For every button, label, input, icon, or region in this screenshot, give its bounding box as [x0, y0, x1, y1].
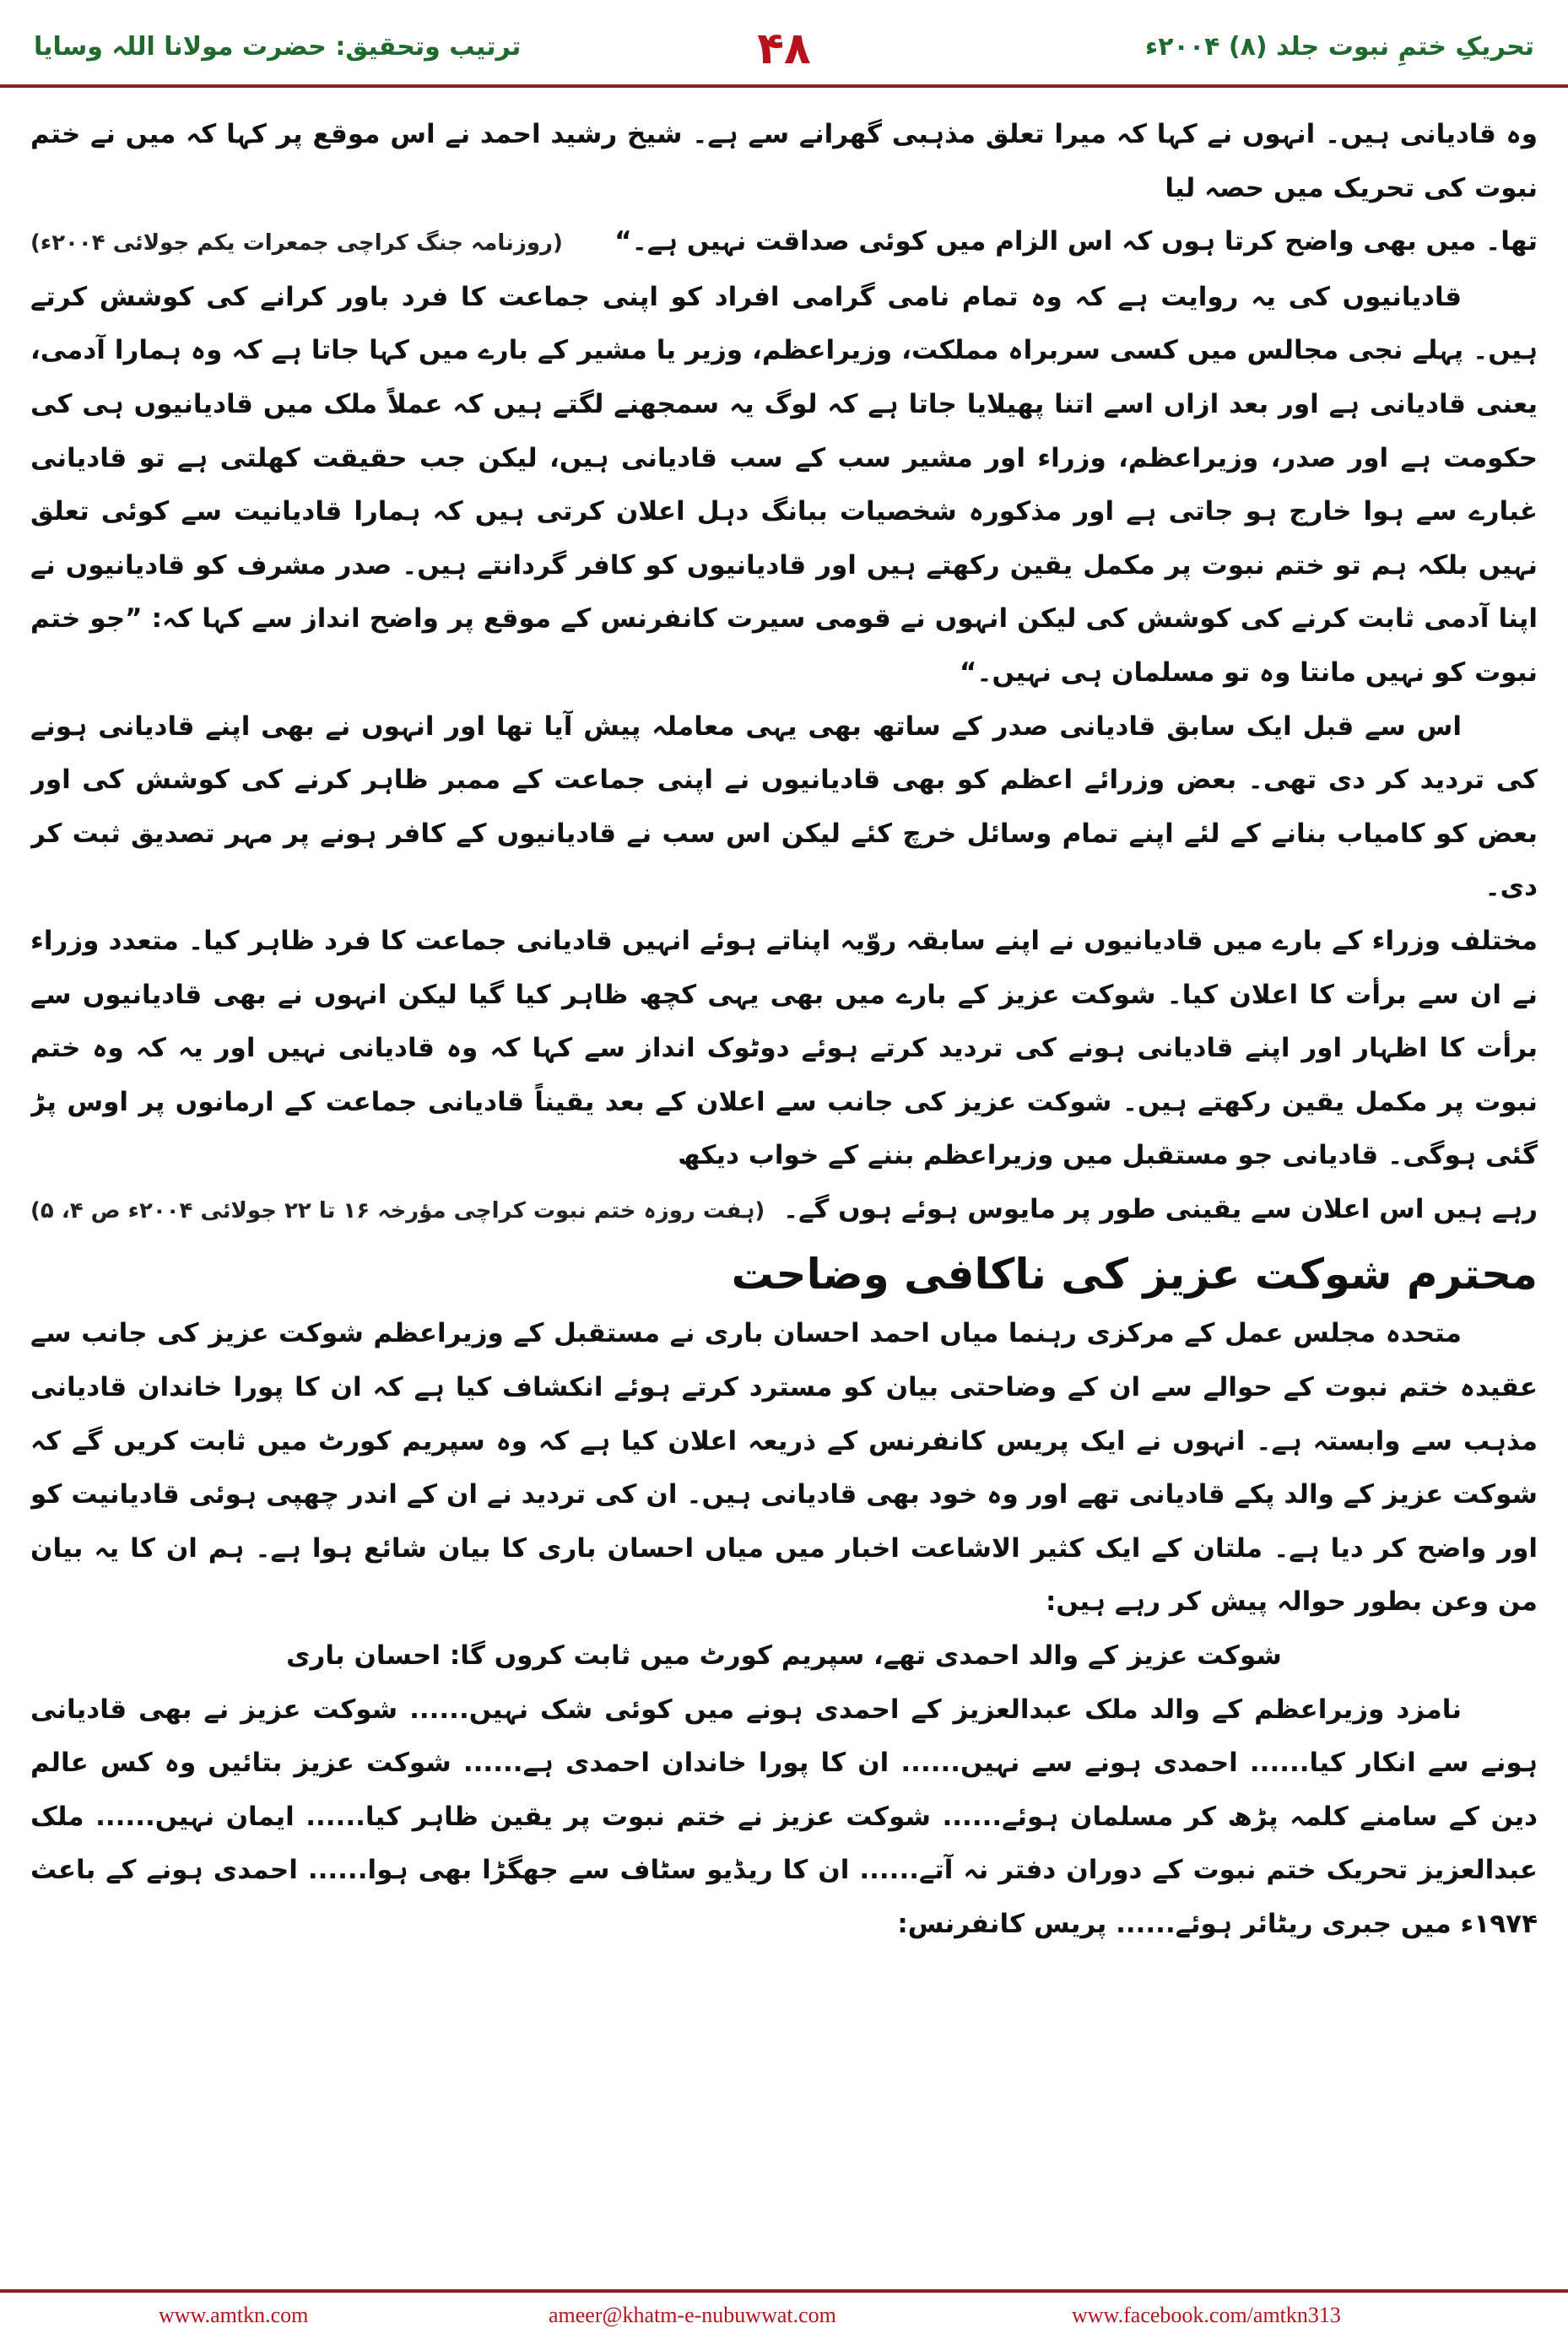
news-headline: شوکت عزیز کے والد احمدی تھے، سپریم کورٹ میں ثابت کروں گا: احسان باری — [286, 1640, 1282, 1672]
paragraph-1-closing: تھا۔ میں بھی واضح کرتا ہوں کہ اس الزام میں کوئی صداقت نہیں ہے۔“ — [614, 226, 1538, 257]
paragraph-4-closing: رہے ہیں اس اعلان سے یقینی طور پر مایوس ہوئے ہوں گے۔ — [783, 1193, 1538, 1224]
header-book-title: تحریکِ ختمِ نبوت جلد (۸) ۲۰۰۴ء — [1144, 32, 1534, 62]
page-body — [30, 108, 1538, 2289]
footer-email-link[interactable]: ameer@khatm-e-nubuwwat.com — [549, 2303, 836, 2327]
paragraph-2: قادیانیوں کی یہ روایت ہے کہ وہ تمام نامی گرامی افراد کو اپنی جماعت کا فرد باور کرانے کی کوشش کرتے ہیں۔ پہلے نجی مجالس میں کسی سربراہ مملکت، وزیراعظم، وزیر یا مشیر کے بارے میں کہا جاتا ہے کہ وہ ہمارا آدمی، یعنی قادیانی ہے اور بعد ازاں اسے اتنا پھیلایا جاتا ہے کہ لوگ یہ سمجھنے لگتے ہیں کہ عملاً ملک میں قادیانیوں ہی کی حکومت ہے اور صدر، وزیراعظم، وزراء اور مشیر سب کے سب قادیانی ہیں، لیکن جب حقیقت کھلتی ہے تو قادیانی غبارے سے ہوا خارج ہو جاتی ہے اور مذکورہ شخصیات ببانگ دہل اعلان کرتی ہیں کہ ہمارا قادیانیت سے کوئی تعلق نہیں بلکہ ہم تو ختم نبوت پر مکمل یقین رکھتے ہیں اور قادیانیوں کو کافر گردانتے ہیں۔ صدر مشرف کو قادیانیوں نے اپنا آدمی ثابت کرنے کی کوشش کی لیکن انہوں نے قومی سیرت کانفرنس کے موقع پر واضح انداز سے کہا کہ: ”جو ختم نبوت کو نہیں مانتا وہ تو مسلمان ہی نہیں۔“ — [30, 281, 1538, 688]
section-heading: محترم شوکت عزیز کی ناکافی وضاحت — [731, 1250, 1538, 1299]
paragraph-5: متحدہ مجلس عمل کے مرکزی رہنما میاں احمد احسان باری نے مستقبل کے وزیراعظم شوکت عزیز کی جانب سے عقیدہ ختم نبوت کے حوالے سے ان کے وضاحتی بیان کو مسترد کرتے ہوئے انکشاف کیا ہے کہ ان کا پورا خاندان قادیانی مذہب سے وابستہ ہے۔ انہوں نے ایک پریس کانفرنس کے ذریعہ اعلان کیا ہے کہ وہ سپریم کورٹ میں ثابت کریں گے کہ شوکت عزیز کے والد پکے قادیانی تھے اور وہ خود بھی قادیانی ہیں۔ ان کی تردید نے ان کے اندر چھپی ہوئی قادیانیت کو اور واضح کر دیا ہے۔ ملتان کے ایک کثیر الاشاعت اخبار میں میاں احسان باری کا بیان شائع ہوا ہے۔ ہم ان کا یہ بیان من وعن بطور حوالہ پیش کر رہے ہیں: — [30, 1318, 1538, 1618]
page-footer — [0, 2289, 1568, 2345]
reference-haft-roza: (ہفت روزہ ختم نبوت کراچی مؤرخہ ۱۶ تا ۲۲ جولائی ۲۰۰۴ء ص ۴، ۵) — [30, 1197, 765, 1224]
paragraph-4: مختلف وزراء کے بارے میں قادیانیوں نے اپنے سابقہ روّیہ اپناتے ہوئے انہیں قادیانی جماعت کا فرد ظاہر کیا۔ متعدد وزراء نے ان سے برأت کا اعلان کیا۔ شوکت عزیز کے بارے میں بھی یہی کچھ ظاہر کیا گیا لیکن انہوں نے بھی قادیانیوں سے برأت کا اظہار اور اپنے قادیانی ہونے کی تردید کرتے ہوئے دوٹوک انداز سے کہا کہ وہ قادیانی نہیں اور یہ کہ وہ ختم نبوت پر مکمل یقین رکھتے ہیں۔ شوکت عزیز کی جانب سے اعلان کے بعد یقیناً قادیانی جماعت کے ارمانوں پر اوس پڑ گئی ہوگی۔ قادیانی جو مستقبل میں وزیراعظم بننے کے خواب دیکھ — [30, 925, 1538, 1171]
reference-jang: (روزنامہ جنگ کراچی جمعرات یکم جولائی ۲۰۰۴ء) — [30, 230, 563, 257]
header-compiler: ترتیب وتحقیق: حضرت مولانا اللہ وسایا — [34, 32, 522, 62]
paragraph-1-last-line — [30, 215, 1538, 271]
page-number: ۴۸ — [757, 24, 811, 74]
page-header — [0, 0, 1568, 88]
paragraph-1: وہ قادیانی ہیں۔ انہوں نے کہا کہ میرا تعلق مذہبی گھرانے سے ہے۔ شیخ رشید احمد نے اس موقع پر کہا کہ میں نے ختم نبوت کی تحریک میں حصہ لیا — [30, 119, 1538, 203]
paragraph-6: نامزد وزیراعظم کے والد ملک عبدالعزیز کے احمدی ہونے میں کوئی شک نہیں...... شوکت عزیز نے بھی قادیانی ہونے سے انکار کیا...... احمدی ہونے سے نہیں...... ان کا پورا خاندان احمدی ہے...... شوکت عزیز بتائیں وہ کس عالم دین کے سامنے کلمہ پڑھ کر مسلمان ہوئے...... شوکت عزیز نے ختم نبوت پر یقین ظاہر کیا...... ایمان نہیں...... ملک عبدالعزیز تحریک ختم نبوت کے دوران دفتر نہ آتے...... ان کا ریڈیو سٹاف سے جھگڑا بھی ہوا...... احمدی ہونے کے باعث ۱۹۷۴ء میں جبری ریٹائر ہوئے...... پریس کانفرنس: — [30, 1694, 1538, 1939]
paragraph-3: اس سے قبل ایک سابق قادیانی صدر کے ساتھ بھی یہی معاملہ پیش آیا تھا اور انہوں نے بھی اپنے قادیانی ہونے کی تردید کر دی تھی۔ بعض وزرائے اعظم کو بھی قادیانیوں نے اپنی جماعت کے ممبر ظاہر کرنے کی کوشش کی اور بعض کو کامیاب بنانے کے لئے اپنے تمام وسائل خرچ کئے لیکن اس سب نے قادیانیوں کے کافر ہونے پر مہر تصدیق ثبت کر دی۔ — [30, 711, 1538, 903]
paragraph-4-last-line — [30, 1183, 1538, 1239]
footer-facebook-link[interactable]: www.facebook.com/amtkn313 — [1072, 2303, 1341, 2327]
footer-website-link[interactable]: www.amtkn.com — [159, 2303, 309, 2327]
